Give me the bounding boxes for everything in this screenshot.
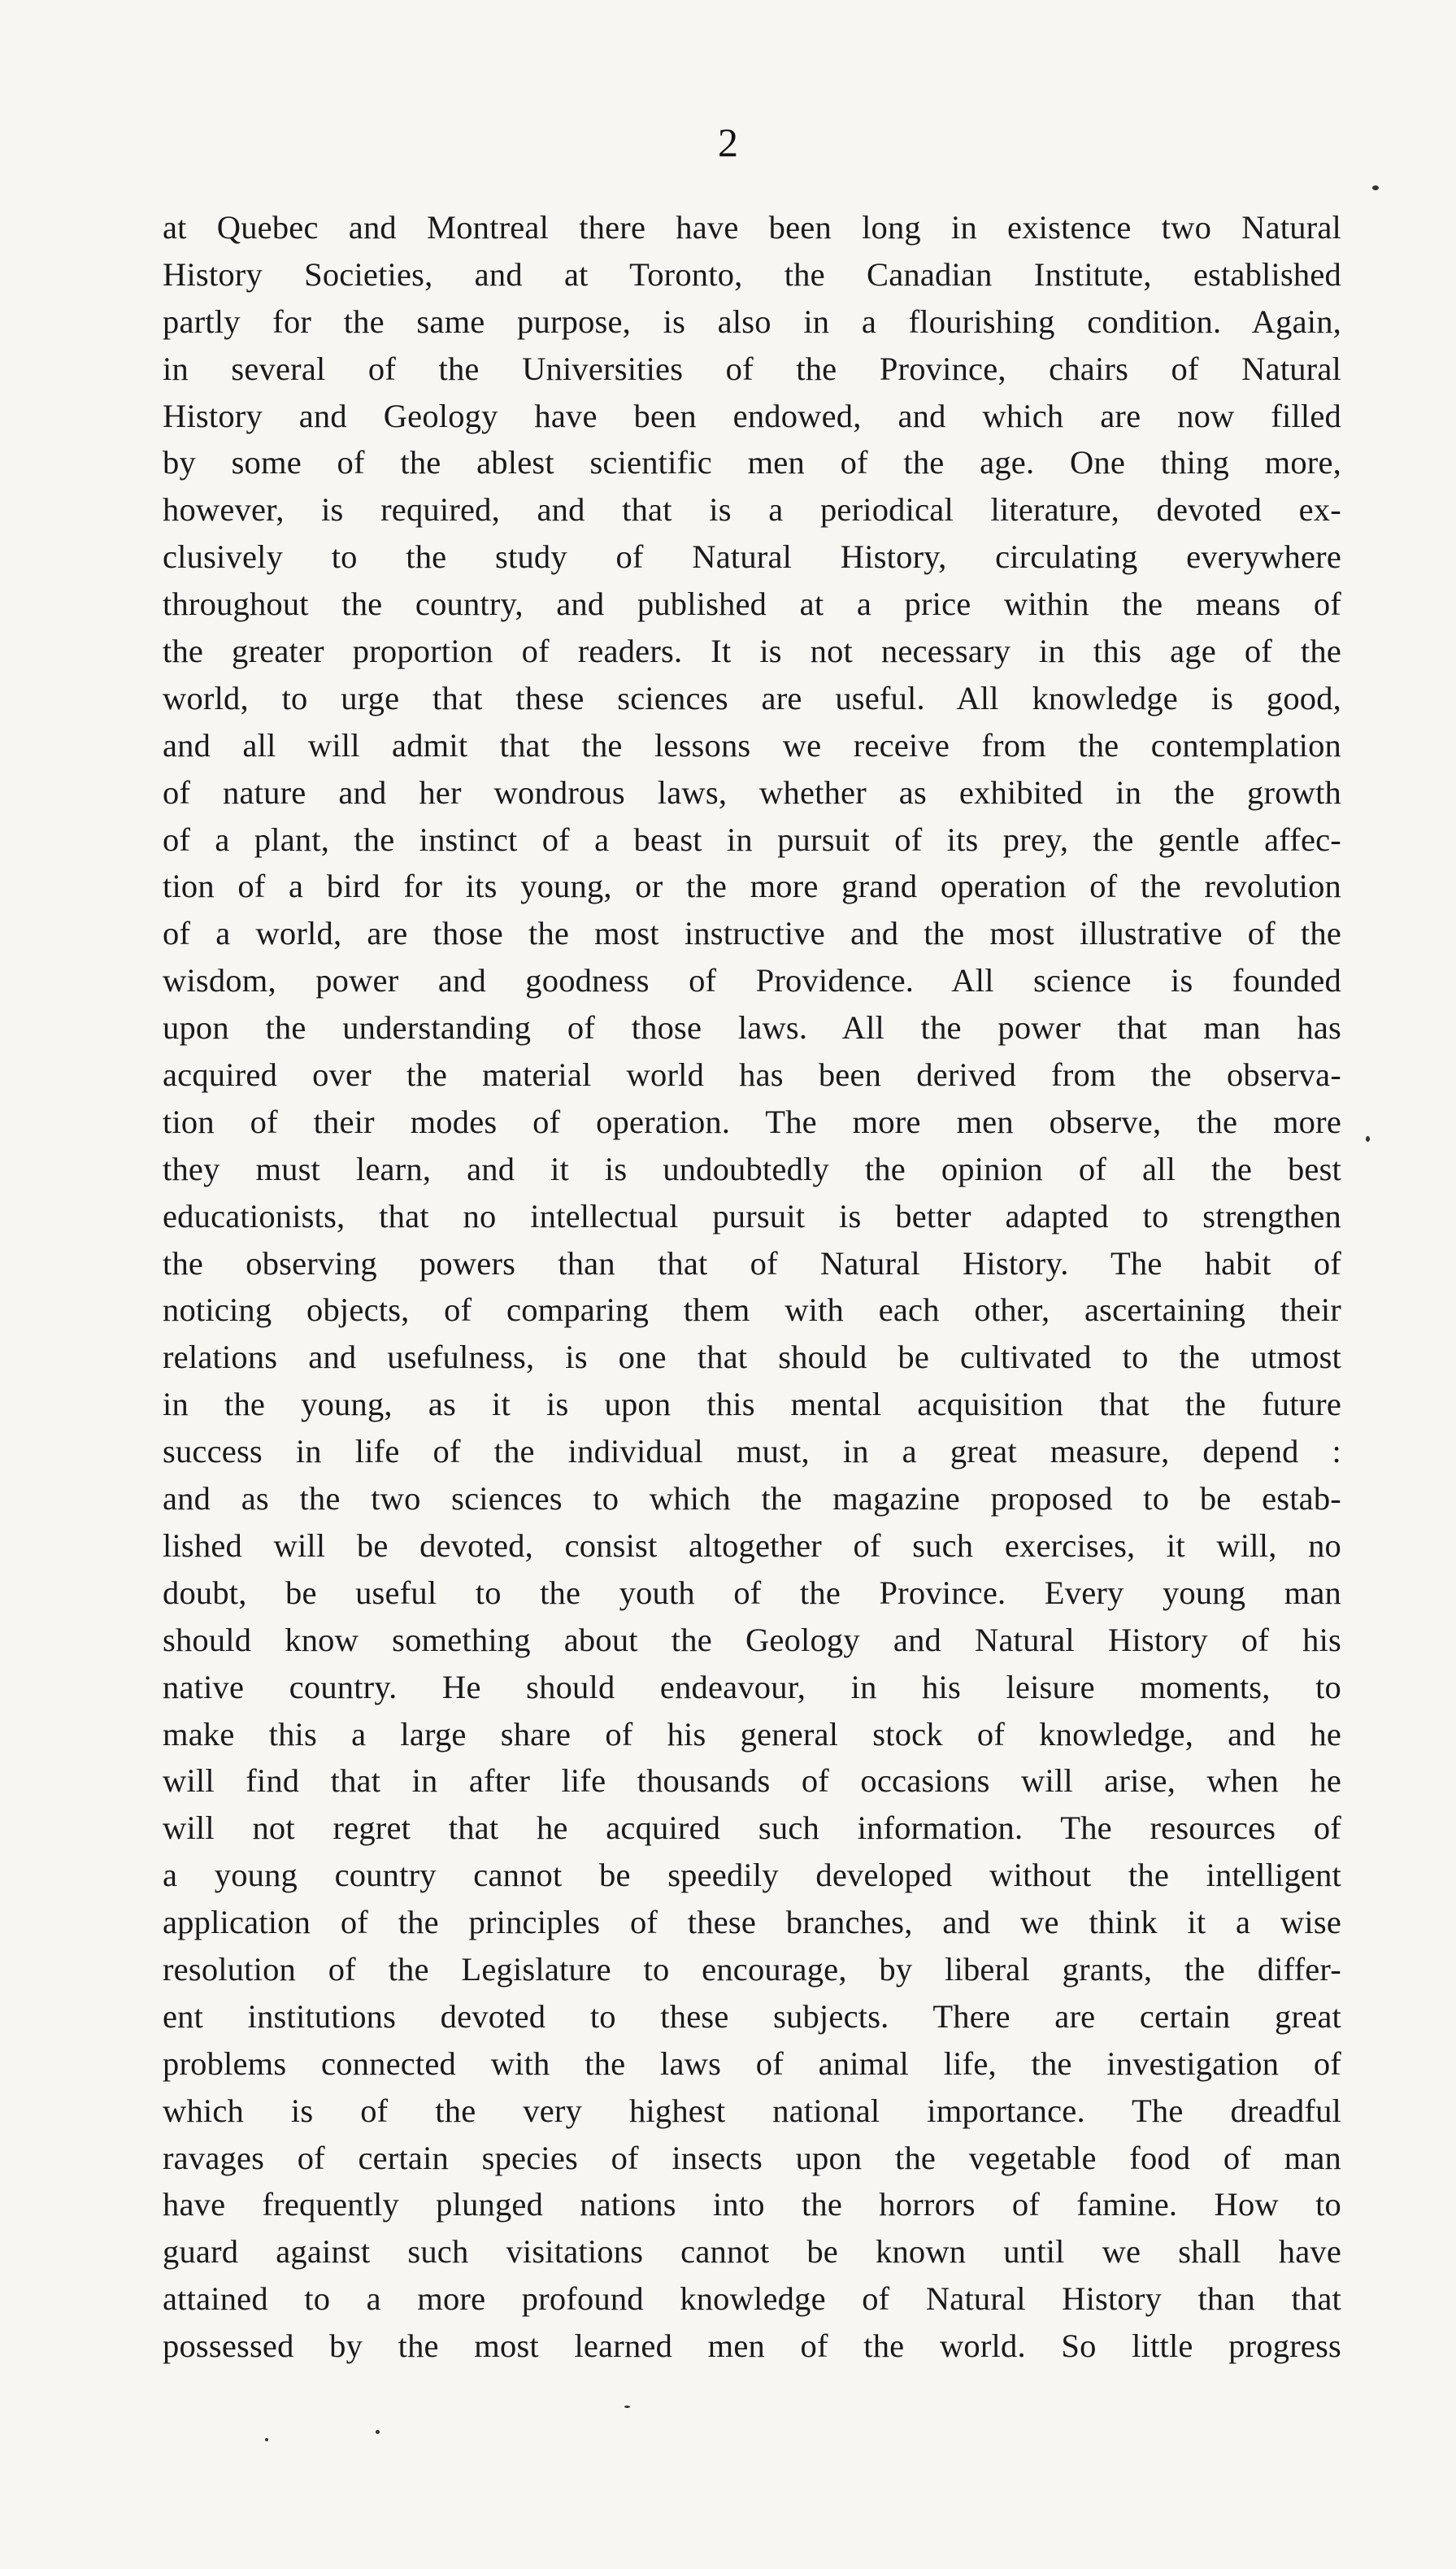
text-line: partly for the same purpose, is also in a flourishing condition. Again, <box>163 303 1341 340</box>
text-line: world, to urge that these sciences are useful. All knowledge is good, <box>163 679 1341 716</box>
text-line: application of the principles of these branches, and we think it a wise <box>163 1904 1341 1941</box>
text-line: throughout the country, and published at a price within the means of <box>163 586 1341 623</box>
text-line: will not regret that he acquired such information. The resources of <box>163 1809 1341 1847</box>
text-line: and all will admit that the lessons we receive from the contemplation <box>163 726 1341 764</box>
text-line: at Quebec and Montreal there have been long in existence two Natural <box>163 209 1341 246</box>
text-line: by some of the ablest scientific men of the age. One thing more, <box>163 444 1341 481</box>
text-line: noticing objects, of comparing them with each other, ascertaining their <box>163 1291 1341 1329</box>
text-line: guard against such visitations cannot be known until we shall have <box>163 2233 1341 2271</box>
scan-speck <box>265 2438 268 2441</box>
text-line: and as the two sciences to which the magazine proposed to be estab- <box>163 1480 1341 1517</box>
page-number: 2 <box>718 120 738 165</box>
text-line: tion of their modes of operation. The more men observe, the more <box>163 1103 1341 1140</box>
text-line: resolution of the Legislature to encourage, by liberal grants, the differ- <box>163 1950 1341 1988</box>
text-line: of nature and her wondrous laws, whether as exhibited in the growth <box>163 773 1341 811</box>
text-line: ravages of certain species of insects upon the vegetable food of man <box>163 2139 1341 2176</box>
body-text <box>163 204 1341 2370</box>
text-line: upon the understanding of those laws. All the power that man has <box>163 1009 1341 1047</box>
text-line: which is of the very highest national importance. The dreadful <box>163 2092 1341 2129</box>
text-line: however, is required, and that is a periodical literature, devoted ex- <box>163 491 1341 529</box>
text-line: the greater proportion of readers. It is not necessary in this age of the <box>163 633 1341 670</box>
scan-speck <box>1366 1136 1370 1142</box>
text-line: relations and usefulness, is one that should be cultivated to the utmost <box>163 1339 1341 1376</box>
text-line: make this a large share of his general stock of knowledge, and he <box>163 1715 1341 1753</box>
text-line: possessed by the most learned men of the world. So little progress <box>163 2327 1341 2365</box>
text-line: of a world, are those the most instructive and the most illustrative of the <box>163 915 1341 952</box>
text-line: success in life of the individual must, in a great measure, depend : <box>163 1433 1341 1470</box>
text-line: native country. He should endeavour, in his leisure moments, to <box>163 1668 1341 1705</box>
text-line: a young country cannot be speedily developed without the intelligent <box>163 1857 1341 1894</box>
scan-speck <box>1372 185 1379 190</box>
text-line: clusively to the study of Natural History, circulating everywhere <box>163 538 1341 576</box>
text-line: will find that in after life thousands of occasions will arise, when he <box>163 1762 1341 1800</box>
text-line: wisdom, power and goodness of Providence. All science is founded <box>163 962 1341 999</box>
text-line: in several of the Universities of the Province, chairs of Natural <box>163 350 1341 387</box>
text-line: problems connected with the laws of animal life, the investigation of <box>163 2044 1341 2082</box>
text-line: have frequently plunged nations into the horrors of famine. How to <box>163 2186 1341 2223</box>
text-line: educationists, that no intellectual pursuit is better adapted to strengthen <box>163 1197 1341 1234</box>
text-line: ent institutions devoted to these subjects. There are certain great <box>163 1997 1341 2035</box>
text-line: of a plant, the instinct of a beast in pursuit of its prey, the gentle affec- <box>163 821 1341 858</box>
text-line: they must learn, and it is undoubtedly the opinion of all the best <box>163 1150 1341 1187</box>
text-line: lished will be devoted, consist altogether of such exercises, it will, no <box>163 1526 1341 1564</box>
text-line: tion of a bird for its young, or the more grand operation of the revolution <box>163 868 1341 905</box>
text-line: doubt, be useful to the youth of the Province. Every young man <box>163 1574 1341 1611</box>
text-line: History and Geology have been endowed, and which are now filled <box>163 397 1341 434</box>
scan-speck <box>376 2430 380 2434</box>
text-line: should know something about the Geology and Natural History of his <box>163 1621 1341 1658</box>
text-line: in the young, as it is upon this mental acquisition that the future <box>163 1386 1341 1423</box>
text-line: acquired over the material world has been derived from the observa- <box>163 1056 1341 1094</box>
text-line: attained to a more profound knowledge of Natural History than that <box>163 2280 1341 2318</box>
scan-speck <box>624 2406 630 2408</box>
text-line: History Societies, and at Toronto, the Canadian Institute, established <box>163 255 1341 293</box>
text-line: the observing powers than that of Natural History. The habit of <box>163 1244 1341 1282</box>
